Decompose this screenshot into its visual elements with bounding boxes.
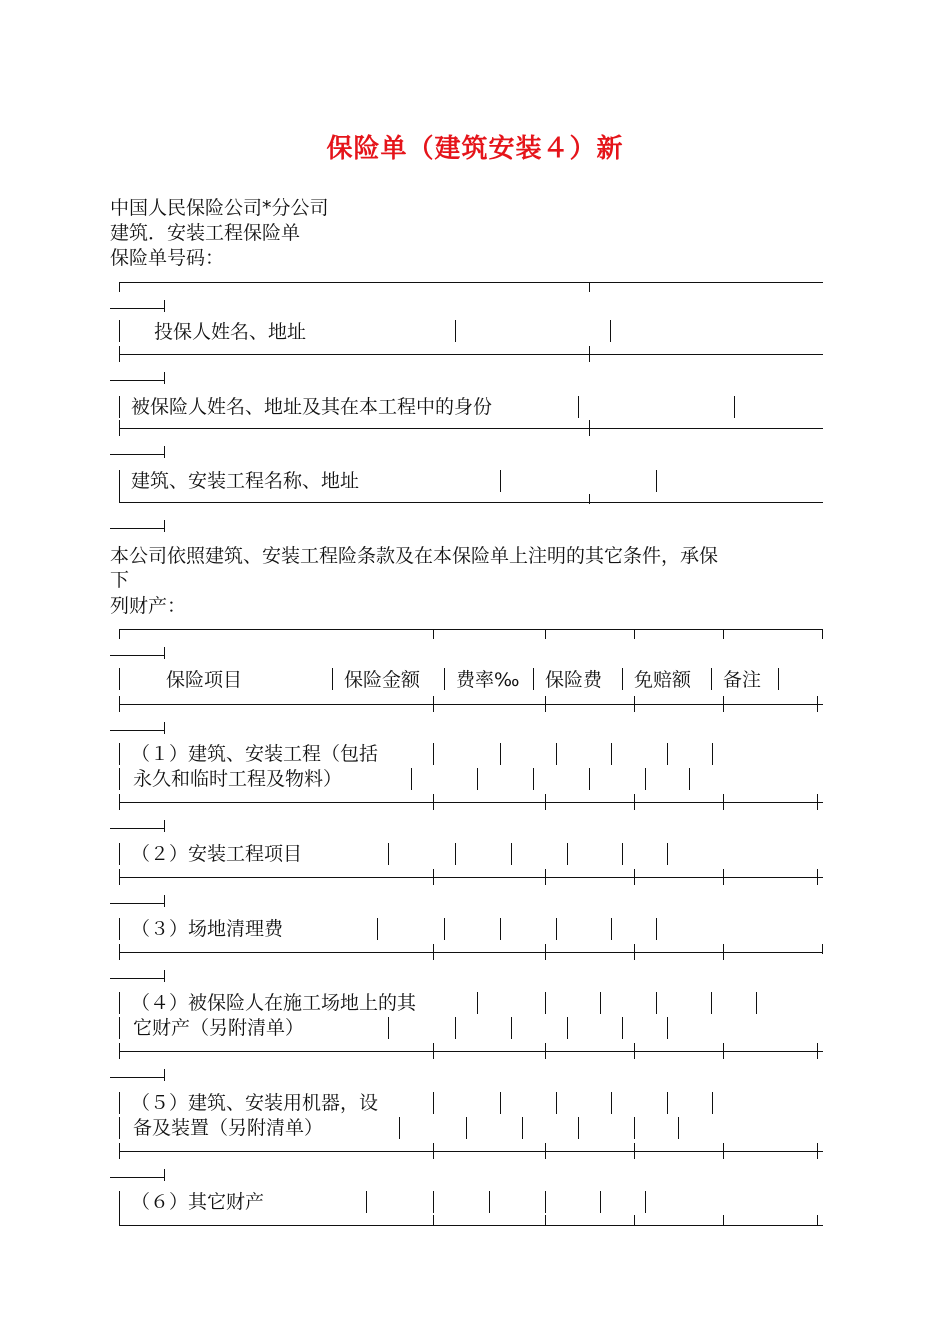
coverage-statement-end: 列财产： [110, 595, 187, 617]
table-rule [667, 743, 668, 765]
table-rule [119, 918, 120, 940]
table-rule [433, 1191, 434, 1213]
table-rule [589, 494, 590, 504]
table-rule [600, 992, 601, 1014]
table-rule [119, 282, 823, 283]
table-rule [578, 396, 579, 418]
table-rule [332, 668, 333, 690]
table-rule [119, 1043, 120, 1059]
table-rule [500, 470, 501, 492]
table-rule [110, 454, 164, 455]
table-rule [388, 1017, 389, 1039]
table-rule [119, 428, 823, 429]
table-rule [610, 320, 611, 342]
table-rule [667, 1092, 668, 1114]
table-rule [611, 743, 612, 765]
table-rule [822, 944, 823, 954]
item-site-clearance: （３）场地清理费 [131, 918, 284, 940]
table-rule [433, 794, 434, 810]
table-rule [377, 918, 378, 940]
table-rule [110, 380, 164, 381]
table-rule [556, 743, 557, 765]
table-rule [110, 308, 164, 309]
table-rule [119, 1151, 823, 1152]
applicant-name-address-label: 投保人姓名、地址 [154, 321, 307, 343]
table-rule [119, 944, 120, 960]
table-rule [545, 1215, 546, 1225]
table-rule [119, 794, 120, 810]
table-rule [119, 696, 120, 712]
table-rule [164, 1169, 165, 1181]
table-rule [119, 282, 120, 292]
table-rule [822, 629, 823, 639]
table-rule [164, 970, 165, 982]
column-header-item: 保险项目 [166, 669, 243, 691]
table-rule [634, 944, 635, 960]
document-title: 保险单（建筑安装４）新 [326, 134, 624, 164]
table-rule [477, 768, 478, 790]
table-rule [110, 1077, 164, 1078]
table-rule [678, 1117, 679, 1139]
table-rule [119, 1143, 120, 1159]
column-header-deductible: 免赔额 [634, 669, 692, 691]
column-header-rate: 费率‰ [456, 669, 520, 691]
table-rule [433, 944, 434, 960]
table-rule [466, 1117, 467, 1139]
table-rule [119, 502, 823, 503]
table-rule [711, 992, 712, 1014]
insured-name-address-role-label: 被保险人姓名、地址及其在本工程中的身份 [131, 396, 493, 418]
table-rule [433, 869, 434, 885]
table-rule [164, 372, 165, 384]
table-rule [119, 704, 823, 705]
table-rule [444, 668, 445, 690]
table-rule [110, 978, 164, 979]
table-rule [500, 1092, 501, 1114]
table-rule [567, 843, 568, 865]
table-rule [723, 1043, 724, 1059]
column-header-remarks: 备注 [723, 669, 762, 691]
table-rule [545, 992, 546, 1014]
table-rule [556, 918, 557, 940]
table-rule [645, 768, 646, 790]
table-rule [622, 1017, 623, 1039]
table-rule [399, 1117, 400, 1139]
table-rule [164, 300, 165, 312]
table-rule [634, 696, 635, 712]
table-rule [723, 629, 724, 639]
table-rule [433, 1143, 434, 1159]
table-rule [656, 470, 657, 492]
table-rule [634, 1215, 635, 1225]
table-rule [689, 768, 690, 790]
table-rule [545, 629, 546, 639]
table-rule [119, 629, 823, 630]
table-rule [110, 1177, 164, 1178]
table-rule [366, 1191, 367, 1213]
table-rule [712, 743, 713, 765]
table-rule [164, 722, 165, 734]
item-building-installation-works-continued: 永久和临时工程及物料） [133, 768, 343, 790]
item-other-property: （６）其它财产 [131, 1191, 265, 1213]
item-building-installation-works: （１）建筑、安装工程（包括 [131, 743, 379, 765]
table-rule [723, 1143, 724, 1159]
table-rule [119, 1191, 120, 1213]
table-rule [511, 843, 512, 865]
table-rule [734, 396, 735, 418]
table-rule [110, 828, 164, 829]
table-rule [817, 696, 818, 712]
table-rule [634, 1043, 635, 1059]
item-machinery-equipment-continued: 备及装置（另附清单） [133, 1117, 324, 1139]
table-rule [817, 794, 818, 810]
table-rule [433, 1043, 434, 1059]
table-rule [388, 843, 389, 865]
table-rule [723, 869, 724, 885]
table-rule [556, 1092, 557, 1114]
table-rule [634, 629, 635, 639]
table-rule [589, 420, 590, 436]
table-rule [119, 952, 823, 953]
table-rule [411, 768, 412, 790]
table-rule [119, 396, 120, 418]
item-insured-other-property: （４）被保险人在施工场地上的其 [131, 992, 417, 1014]
table-rule [444, 918, 445, 940]
table-rule [119, 1117, 120, 1139]
table-rule [634, 794, 635, 810]
table-rule [119, 743, 120, 765]
table-rule [119, 346, 120, 362]
policy-type: 建筑．安装工程保险单 [110, 222, 301, 244]
table-rule [164, 820, 165, 832]
table-rule [455, 320, 456, 342]
table-rule [500, 918, 501, 940]
table-rule [611, 918, 612, 940]
table-rule [119, 320, 120, 342]
table-rule [545, 1191, 546, 1213]
table-rule [656, 992, 657, 1014]
table-rule [533, 668, 534, 690]
table-rule [119, 1051, 823, 1052]
table-rule [110, 655, 164, 656]
table-rule [589, 282, 590, 292]
table-rule [817, 1143, 818, 1159]
coverage-statement: 本公司依照建筑、安装工程险条款及在本保险单上注明的其它条件，承保 [110, 545, 719, 567]
table-rule [611, 1092, 612, 1114]
item-machinery-equipment: （５）建筑、安装用机器，设 [131, 1092, 379, 1114]
table-rule [817, 869, 818, 885]
table-rule [164, 446, 165, 458]
table-rule [119, 768, 120, 790]
item-installation-project: （２）安装工程项目 [131, 843, 303, 865]
table-rule [433, 629, 434, 639]
table-rule [622, 843, 623, 865]
table-rule [667, 843, 668, 865]
table-rule [634, 1143, 635, 1159]
company-name: 中国人民保险公司*分公司 [110, 197, 329, 219]
table-rule [119, 843, 120, 865]
table-rule [489, 1191, 490, 1213]
table-rule [119, 629, 120, 639]
column-header-premium: 保险费 [545, 669, 603, 691]
table-rule [723, 944, 724, 960]
table-rule [119, 1225, 823, 1226]
table-rule [589, 346, 590, 362]
column-header-sum-insured: 保险金额 [344, 669, 421, 691]
table-rule [433, 1092, 434, 1114]
table-rule [119, 420, 120, 436]
table-rule [455, 1017, 456, 1039]
table-rule [545, 1143, 546, 1159]
table-rule [634, 1117, 635, 1139]
project-name-address-label: 建筑、安装工程名称、地址 [131, 470, 360, 492]
table-rule [164, 895, 165, 907]
table-rule [433, 743, 434, 765]
table-rule [545, 869, 546, 885]
table-rule [477, 992, 478, 1014]
table-rule [711, 668, 712, 690]
table-rule [622, 668, 623, 690]
table-rule [119, 1017, 120, 1039]
coverage-statement-wrap: 下 [110, 569, 130, 591]
table-rule [119, 1092, 120, 1114]
table-rule [533, 768, 534, 790]
table-rule [164, 647, 165, 659]
table-rule [589, 768, 590, 790]
table-rule [545, 1043, 546, 1059]
table-rule [119, 1213, 120, 1225]
table-rule [634, 869, 635, 885]
table-rule [522, 1117, 523, 1139]
table-rule [455, 843, 456, 865]
table-rule [656, 918, 657, 940]
table-rule [778, 668, 779, 690]
table-rule [119, 668, 120, 690]
table-rule [511, 1017, 512, 1039]
table-rule [817, 1215, 818, 1225]
table-rule [723, 794, 724, 810]
table-rule [600, 1191, 601, 1213]
table-rule [545, 696, 546, 712]
table-rule [119, 992, 120, 1014]
table-rule [756, 992, 757, 1014]
table-rule [667, 1017, 668, 1039]
table-rule [119, 869, 120, 885]
table-rule [119, 354, 823, 355]
table-rule [433, 1215, 434, 1225]
table-rule [578, 1117, 579, 1139]
table-rule [545, 944, 546, 960]
table-rule [164, 520, 165, 532]
table-rule [433, 696, 434, 712]
table-rule [567, 1017, 568, 1039]
table-rule [164, 1069, 165, 1081]
table-rule [500, 743, 501, 765]
table-rule [119, 877, 823, 878]
policy-number-label: 保险单号码： [110, 247, 225, 269]
table-rule [545, 794, 546, 810]
table-rule [723, 696, 724, 712]
table-rule [119, 802, 823, 803]
table-rule [110, 903, 164, 904]
table-rule [817, 1043, 818, 1059]
table-rule [110, 528, 164, 529]
table-rule [110, 730, 164, 731]
item-insured-other-property-continued: 它财产（另附清单） [133, 1017, 305, 1039]
table-rule [645, 1191, 646, 1213]
table-rule [119, 470, 120, 492]
table-rule [712, 1092, 713, 1114]
table-rule [723, 1215, 724, 1225]
table-rule [119, 492, 120, 502]
